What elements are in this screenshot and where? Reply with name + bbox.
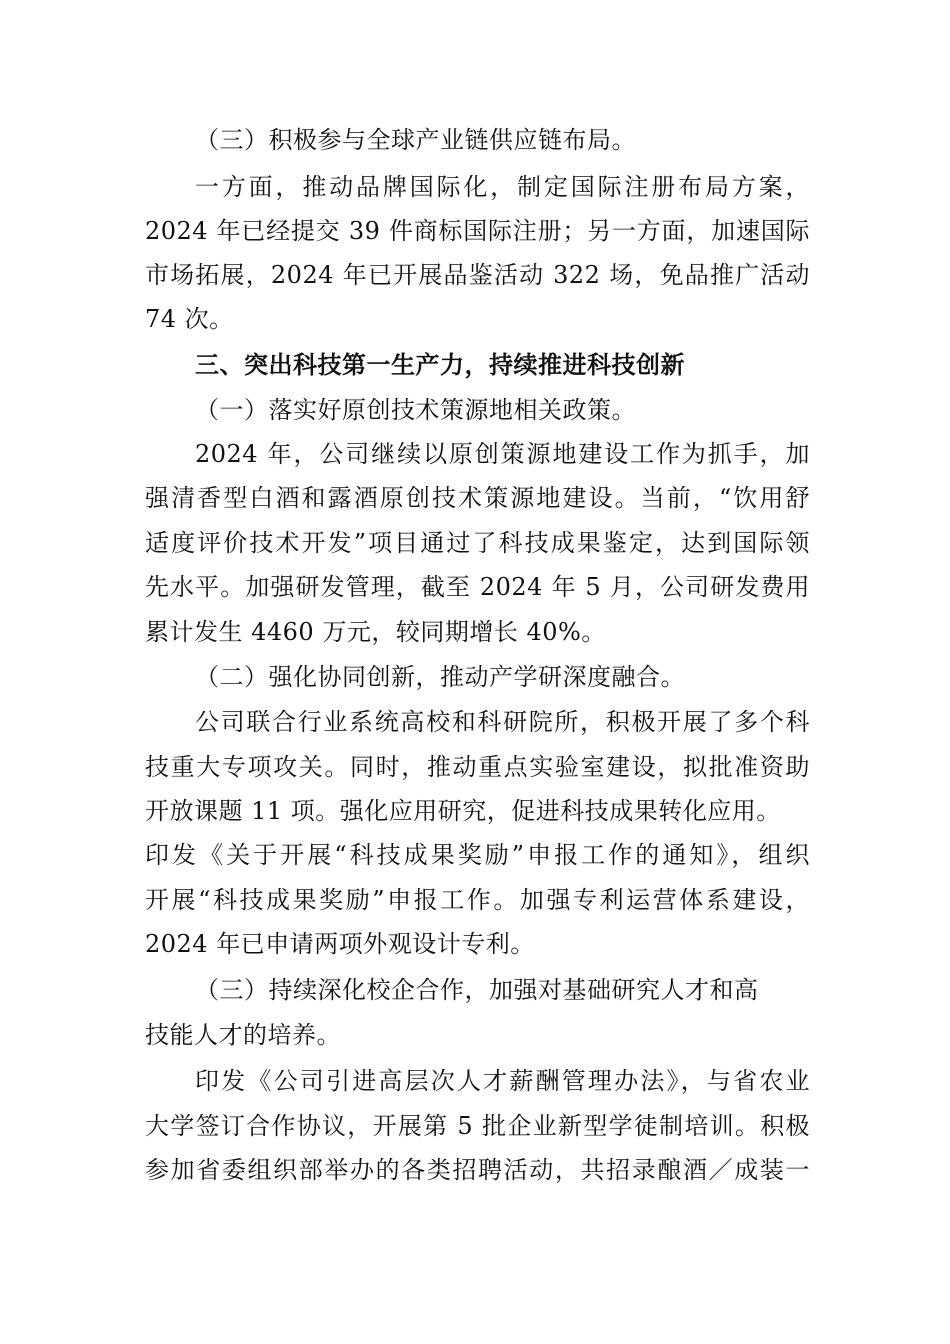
paragraph-line: 技重大专项攻关。同时，推动重点实验室建设，拟批准资助 <box>145 753 810 781</box>
paragraph-line: 一方面，推动品牌国际化，制定国际注册布局方案， <box>195 173 810 201</box>
paragraph-line: 适度评价技术开发”项目通过了科技成果鉴定，达到国际领 <box>145 529 810 557</box>
paragraph-line: 公司联合行业系统高校和科研院所，积极开展了多个科 <box>195 708 810 736</box>
paragraph-line: 2024 年，公司继续以原创策源地建设工作为抓手，加 <box>195 440 810 468</box>
paragraph-line: 强清香型白酒和露酒原创技术策源地建设。当前，“饮用舒 <box>145 484 810 512</box>
paragraph-line: 2024 年已经提交 39 件商标国际注册；另一方面，加速国际 <box>145 217 810 245</box>
paragraph-line: 开展“科技成果奖励”申报工作。加强专利运营体系建设， <box>145 886 810 914</box>
paragraph-line: 印发《公司引进高层次人才薪酬管理办法》，与省农业 <box>195 1067 810 1095</box>
paragraph-line: 74 次。 <box>145 305 234 333</box>
paragraph-line: 参加省委组织部举办的各类招聘活动，共招录酿酒／成装一 <box>145 1156 810 1184</box>
paragraph-line: 开放课题 11 项。强化应用研究，促进科技成果转化应用。 <box>145 797 781 825</box>
paragraph-line: 大学签订合作协议，开展第 5 批企业新型学徒制培训。积极 <box>145 1112 810 1140</box>
paragraph-line: 2024 年已申请两项外观设计专利。 <box>145 930 535 958</box>
section-heading-tech-innovation: 三、突出科技第一生产力，持续推进科技创新 <box>195 351 685 379</box>
subheading-collaborative-innovation: （二）强化协同创新，推动产学研深度融合。 <box>195 663 685 691</box>
subheading-school-enterprise: （三）持续深化校企合作，加强对基础研究人才和高 <box>195 976 759 1004</box>
paragraph-line: 印发《关于开展“科技成果奖励”申报工作的通知》，组织 <box>145 841 810 869</box>
paragraph-line: 市场拓展，2024 年已开展品鉴活动 322 场，免品推广活动 <box>145 261 810 289</box>
subheading-global-supply-chain: （三）积极参与全球产业链供应链布局。 <box>195 126 636 154</box>
paragraph-line: 累计发生 4460 万元，较同期增长 40%。 <box>145 618 606 646</box>
subheading-school-enterprise-cont: 技能人才的培养。 <box>145 1021 341 1049</box>
subheading-original-tech-policy: （一）落实好原创技术策源地相关政策。 <box>195 396 636 424</box>
paragraph-line: 先水平。加强研发管理，截至 2024 年 5 月，公司研发费用 <box>145 573 810 601</box>
